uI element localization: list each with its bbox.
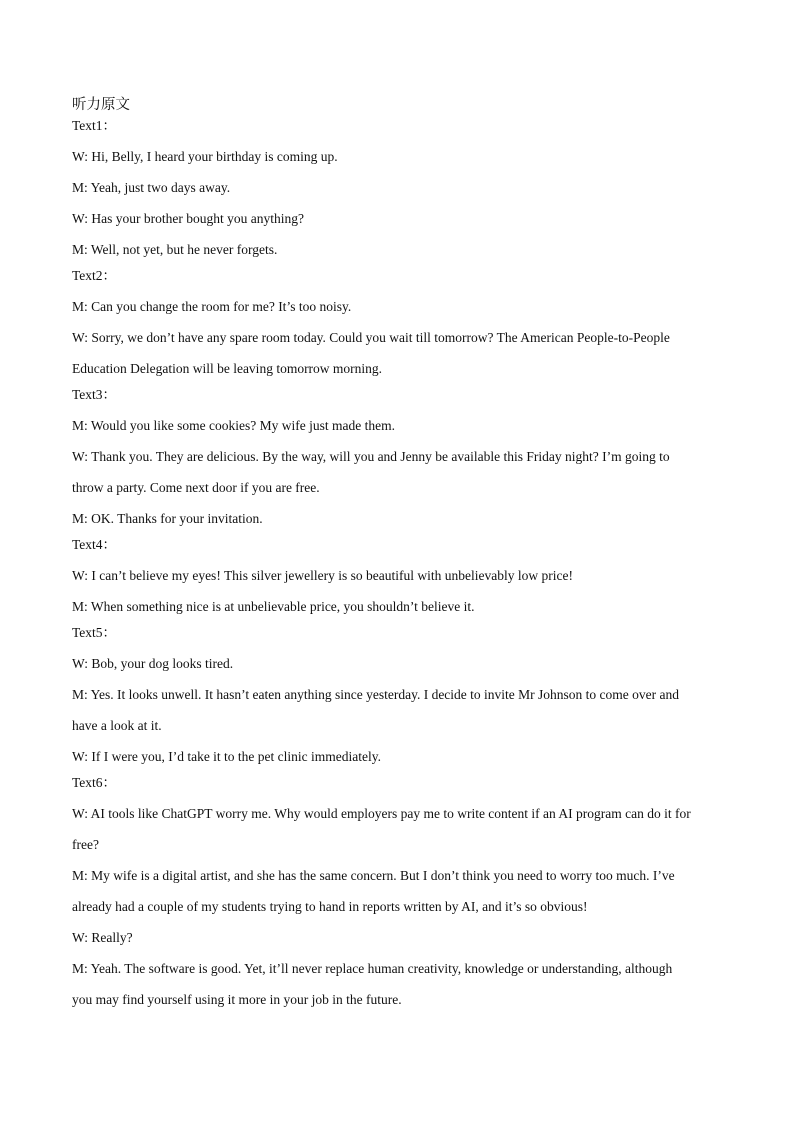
section-label-text2: Text2： bbox=[72, 268, 117, 283]
document-page bbox=[72, 94, 732, 1010]
section-label-text1: Text1： bbox=[72, 118, 117, 133]
dialogue-line: W: Hi, Belly, I heard your birthday is coming up. bbox=[72, 149, 338, 164]
dialogue-line: M: Would you like some cookies? My wife just made them. bbox=[72, 418, 395, 433]
dialogue-line: W: I can’t believe my eyes! This silver jewellery is so beautiful with unbelievably low price! bbox=[72, 568, 573, 583]
dialogue-line: M: OK. Thanks for your invitation. bbox=[72, 511, 263, 526]
section-label-text3: Text3： bbox=[72, 387, 117, 402]
dialogue-line: already had a couple of my students trying to hand in reports written by AI, and it’s so obvious! bbox=[72, 899, 588, 914]
dialogue-line: throw a party. Come next door if you are free. bbox=[72, 480, 320, 495]
dialogue-line: W: AI tools like ChatGPT worry me. Why would employers pay me to write content if an AI program can do it for bbox=[72, 806, 691, 821]
dialogue-line: you may find yourself using it more in your job in the future. bbox=[72, 992, 402, 1007]
section-label-text6: Text6： bbox=[72, 775, 117, 790]
dialogue-line: have a look at it. bbox=[72, 718, 162, 733]
dialogue-line: M: When something nice is at unbelievable price, you shouldn’t believe it. bbox=[72, 599, 475, 614]
dialogue-line: free? bbox=[72, 837, 99, 852]
dialogue-line: W: If I were you, I’d take it to the pet clinic immediately. bbox=[72, 749, 382, 764]
page-title: 听力原文 bbox=[72, 97, 130, 113]
section-label-text5: Text5： bbox=[72, 625, 117, 640]
dialogue-line: M: My wife is a digital artist, and she has the same concern. But I don’t think you need to worry too much. I’ve bbox=[72, 868, 675, 883]
dialogue-line: M: Can you change the room for me? It’s too noisy. bbox=[72, 299, 352, 314]
dialogue-line: W: Thank you. They are delicious. By the way, will you and Jenny be available this Friday night? I’m going to bbox=[72, 449, 670, 464]
dialogue-line: M: Yeah, just two days away. bbox=[72, 180, 231, 195]
dialogue-line: W: Bob, your dog looks tired. bbox=[72, 656, 234, 671]
dialogue-line: W: Really? bbox=[72, 930, 133, 945]
dialogue-line: M: Yeah. The software is good. Yet, it’ll never replace human creativity, knowledge or understanding, although bbox=[72, 961, 673, 976]
dialogue-line: Education Delegation will be leaving tomorrow morning. bbox=[72, 361, 383, 376]
dialogue-line: W: Has your brother bought you anything? bbox=[72, 211, 304, 226]
dialogue-line: W: Sorry, we don’t have any spare room today. Could you wait till tomorrow? The American People-to-People bbox=[72, 330, 670, 345]
dialogue-line: M: Yes. It looks unwell. It hasn’t eaten anything since yesterday. I decide to invite Mr Johnson to come over and bbox=[72, 687, 680, 702]
dialogue-line: M: Well, not yet, but he never forgets. bbox=[72, 242, 278, 257]
section-label-text4: Text4： bbox=[72, 537, 117, 552]
